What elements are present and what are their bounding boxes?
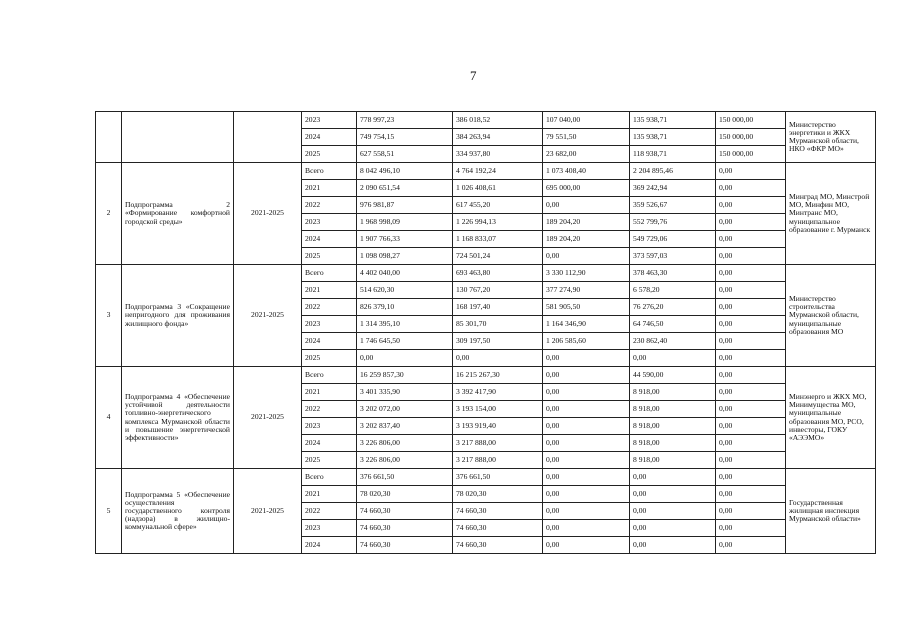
value-cell: 0,00 (716, 350, 786, 367)
value-cell: 3 401 335,90 (357, 384, 453, 401)
value-cell: 44 590,00 (630, 367, 716, 384)
year-cell: 2022 (302, 299, 357, 316)
value-cell: 3 217 888,00 (453, 452, 543, 469)
program-period: 2021-2025 (234, 367, 302, 469)
value-cell: 107 040,00 (543, 112, 630, 129)
program-name: Подпрограмма 3 «Сокращение непригодного для проживания жилищного фонда» (122, 265, 234, 367)
value-cell: 0,00 (630, 469, 716, 486)
value-cell: 16 259 857,30 (357, 367, 453, 384)
year-cell: Всего (302, 367, 357, 384)
value-cell: 0,00 (630, 520, 716, 537)
value-cell: 74 660,30 (357, 503, 453, 520)
year-cell: 2022 (302, 197, 357, 214)
year-cell: 2023 (302, 112, 357, 129)
responsible-executor: Минэнерго и ЖКХ МО, Минимущества МО, муниципальные образования МО, РСО, инвесторы, ГОКУ «АЭЭМО» (786, 367, 876, 469)
table-row (96, 265, 876, 282)
value-cell: 1 206 585,60 (543, 333, 630, 350)
value-cell: 0,00 (543, 248, 630, 265)
value-cell: 1 098 098,27 (357, 248, 453, 265)
value-cell: 0,00 (543, 197, 630, 214)
value-cell: 749 754,15 (357, 129, 453, 146)
value-cell: 150 000,00 (716, 129, 786, 146)
year-cell: 2023 (302, 214, 357, 231)
value-cell: 4 402 040,00 (357, 265, 453, 282)
responsible-executor: Министерство строительства Мурманской области, муниципальные образования МО (786, 265, 876, 367)
value-cell: 1 226 994,13 (453, 214, 543, 231)
value-cell: 0,00 (716, 333, 786, 350)
value-cell: 0,00 (630, 503, 716, 520)
value-cell: 189 204,20 (543, 231, 630, 248)
value-cell: 1 073 408,40 (543, 163, 630, 180)
value-cell: 1 168 833,07 (453, 231, 543, 248)
value-cell: 724 501,24 (453, 248, 543, 265)
year-cell: 2023 (302, 520, 357, 537)
value-cell: 8 918,00 (630, 418, 716, 435)
value-cell: 0,00 (716, 299, 786, 316)
year-cell: 2024 (302, 537, 357, 554)
year-cell: 2021 (302, 282, 357, 299)
value-cell: 1 907 766,33 (357, 231, 453, 248)
value-cell: 168 197,40 (453, 299, 543, 316)
value-cell: 16 215 267,30 (453, 367, 543, 384)
value-cell: 0,00 (543, 452, 630, 469)
year-cell: 2024 (302, 129, 357, 146)
program-name: Подпрограмма 2 «Формирование комфортной городской среды» (122, 163, 234, 265)
value-cell: 3 217 888,00 (453, 435, 543, 452)
year-cell: 2025 (302, 350, 357, 367)
year-cell: 2023 (302, 418, 357, 435)
value-cell: 0,00 (716, 486, 786, 503)
value-cell: 0,00 (453, 350, 543, 367)
value-cell: 0,00 (543, 469, 630, 486)
value-cell: 976 981,87 (357, 197, 453, 214)
value-cell: 0,00 (630, 537, 716, 554)
year-cell: 2024 (302, 231, 357, 248)
value-cell: 0,00 (716, 282, 786, 299)
value-cell: 552 799,76 (630, 214, 716, 231)
value-cell: 3 330 112,90 (543, 265, 630, 282)
value-cell: 693 463,80 (453, 265, 543, 282)
value-cell: 384 263,94 (453, 129, 543, 146)
value-cell: 23 682,00 (543, 146, 630, 163)
value-cell: 0,00 (357, 350, 453, 367)
value-cell: 118 938,71 (630, 146, 716, 163)
value-cell: 0,00 (543, 435, 630, 452)
value-cell: 376 661,50 (453, 469, 543, 486)
value-cell: 0,00 (543, 486, 630, 503)
value-cell: 0,00 (716, 452, 786, 469)
value-cell: 386 018,52 (453, 112, 543, 129)
year-cell: Всего (302, 265, 357, 282)
value-cell: 3 226 806,00 (357, 435, 453, 452)
responsible-executor: Минград МО, Минстрой МО, Минфин МО, Минтранс МО, муниципальное образование г. Мурманск (786, 163, 876, 265)
value-cell: 2 204 895,46 (630, 163, 716, 180)
value-cell: 135 938,71 (630, 112, 716, 129)
value-cell: 8 918,00 (630, 435, 716, 452)
value-cell: 514 620,30 (357, 282, 453, 299)
value-cell: 0,00 (716, 197, 786, 214)
year-cell: 2021 (302, 384, 357, 401)
value-cell: 8 042 496,10 (357, 163, 453, 180)
year-cell: 2025 (302, 146, 357, 163)
year-cell: 2025 (302, 452, 357, 469)
year-cell: 2021 (302, 180, 357, 197)
value-cell: 0,00 (716, 214, 786, 231)
value-cell: 74 660,30 (357, 520, 453, 537)
value-cell: 0,00 (543, 520, 630, 537)
value-cell: 85 301,70 (453, 316, 543, 333)
value-cell: 0,00 (716, 435, 786, 452)
year-cell: Всего (302, 469, 357, 486)
value-cell: 309 197,50 (453, 333, 543, 350)
value-cell: 0,00 (543, 503, 630, 520)
value-cell: 617 455,20 (453, 197, 543, 214)
value-cell: 0,00 (543, 418, 630, 435)
value-cell: 0,00 (630, 350, 716, 367)
value-cell: 74 660,30 (453, 537, 543, 554)
value-cell: 778 997,23 (357, 112, 453, 129)
value-cell: 150 000,00 (716, 112, 786, 129)
row-number: 4 (96, 367, 122, 469)
value-cell: 359 526,67 (630, 197, 716, 214)
value-cell: 695 000,00 (543, 180, 630, 197)
value-cell: 0,00 (630, 486, 716, 503)
value-cell: 369 242,94 (630, 180, 716, 197)
value-cell: 74 660,30 (453, 520, 543, 537)
value-cell: 74 660,30 (453, 503, 543, 520)
value-cell: 8 918,00 (630, 401, 716, 418)
table-row (96, 367, 876, 384)
value-cell: 189 204,20 (543, 214, 630, 231)
value-cell: 0,00 (716, 180, 786, 197)
value-cell: 581 905,50 (543, 299, 630, 316)
program-name: Подпрограмма 4 «Обеспечение устойчивой деятельности топливно-энергетического комплекса Мурманской области и повышение энергетической эффективности» (122, 367, 234, 469)
value-cell: 627 558,51 (357, 146, 453, 163)
value-cell: 74 660,30 (357, 537, 453, 554)
row-number (96, 112, 122, 163)
value-cell: 8 918,00 (630, 452, 716, 469)
value-cell: 3 193 154,00 (453, 401, 543, 418)
value-cell: 1 746 645,50 (357, 333, 453, 350)
year-cell: 2024 (302, 435, 357, 452)
row-number: 5 (96, 469, 122, 554)
value-cell: 0,00 (716, 231, 786, 248)
value-cell: 4 764 192,24 (453, 163, 543, 180)
value-cell: 3 392 417,90 (453, 384, 543, 401)
responsible-executor: Государственная жилищная инспекция Мурманской области» (786, 469, 876, 554)
value-cell: 0,00 (716, 469, 786, 486)
value-cell: 334 937,80 (453, 146, 543, 163)
value-cell: 0,00 (543, 350, 630, 367)
value-cell: 0,00 (543, 401, 630, 418)
value-cell: 78 020,30 (453, 486, 543, 503)
value-cell: 1 164 346,90 (543, 316, 630, 333)
value-cell: 78 020,30 (357, 486, 453, 503)
program-name: Подпрограмма 5 «Обеспечение осуществления государственного контроля (надзора) в жилищно-коммунальной сфере» (122, 469, 234, 554)
page-number: 7 (470, 68, 477, 83)
year-cell: 2025 (302, 248, 357, 265)
row-number: 3 (96, 265, 122, 367)
value-cell: 0,00 (543, 384, 630, 401)
value-cell: 3 226 806,00 (357, 452, 453, 469)
value-cell: 8 918,00 (630, 384, 716, 401)
program-period: 2021-2025 (234, 163, 302, 265)
table-row (96, 112, 876, 129)
program-period: 2021-2025 (234, 469, 302, 554)
value-cell: 1 968 998,09 (357, 214, 453, 231)
year-cell: 2023 (302, 316, 357, 333)
value-cell: 0,00 (716, 163, 786, 180)
value-cell: 1 314 395,10 (357, 316, 453, 333)
program-period (234, 112, 302, 163)
value-cell: 230 862,40 (630, 333, 716, 350)
value-cell: 0,00 (716, 503, 786, 520)
value-cell: 79 551,50 (543, 129, 630, 146)
value-cell: 0,00 (716, 265, 786, 282)
value-cell: 0,00 (716, 248, 786, 265)
value-cell: 150 000,00 (716, 146, 786, 163)
value-cell: 76 276,20 (630, 299, 716, 316)
table-row (96, 469, 876, 486)
value-cell: 1 026 408,61 (453, 180, 543, 197)
value-cell: 376 661,50 (357, 469, 453, 486)
program-period: 2021-2025 (234, 265, 302, 367)
year-cell: Всего (302, 163, 357, 180)
value-cell: 0,00 (716, 418, 786, 435)
value-cell: 0,00 (716, 401, 786, 418)
budget-table (95, 111, 876, 554)
row-number: 2 (96, 163, 122, 265)
value-cell: 0,00 (716, 384, 786, 401)
program-name (122, 112, 234, 163)
value-cell: 0,00 (716, 367, 786, 384)
year-cell: 2022 (302, 401, 357, 418)
value-cell: 373 597,03 (630, 248, 716, 265)
value-cell: 0,00 (543, 537, 630, 554)
value-cell: 3 202 837,40 (357, 418, 453, 435)
value-cell: 0,00 (716, 520, 786, 537)
year-cell: 2021 (302, 486, 357, 503)
value-cell: 135 938,71 (630, 129, 716, 146)
value-cell: 0,00 (543, 367, 630, 384)
value-cell: 0,00 (716, 537, 786, 554)
value-cell: 64 746,50 (630, 316, 716, 333)
year-cell: 2024 (302, 333, 357, 350)
table-row (96, 163, 876, 180)
value-cell: 549 729,06 (630, 231, 716, 248)
value-cell: 378 463,30 (630, 265, 716, 282)
value-cell: 2 090 651,54 (357, 180, 453, 197)
year-cell: 2022 (302, 503, 357, 520)
responsible-executor: Министерство энергетики и ЖКХ Мурманской области, НКО «ФКР МО» (786, 112, 876, 163)
value-cell: 3 193 919,40 (453, 418, 543, 435)
value-cell: 377 274,90 (543, 282, 630, 299)
value-cell: 130 767,20 (453, 282, 543, 299)
value-cell: 3 202 072,00 (357, 401, 453, 418)
value-cell: 826 379,10 (357, 299, 453, 316)
value-cell: 6 578,20 (630, 282, 716, 299)
value-cell: 0,00 (716, 316, 786, 333)
